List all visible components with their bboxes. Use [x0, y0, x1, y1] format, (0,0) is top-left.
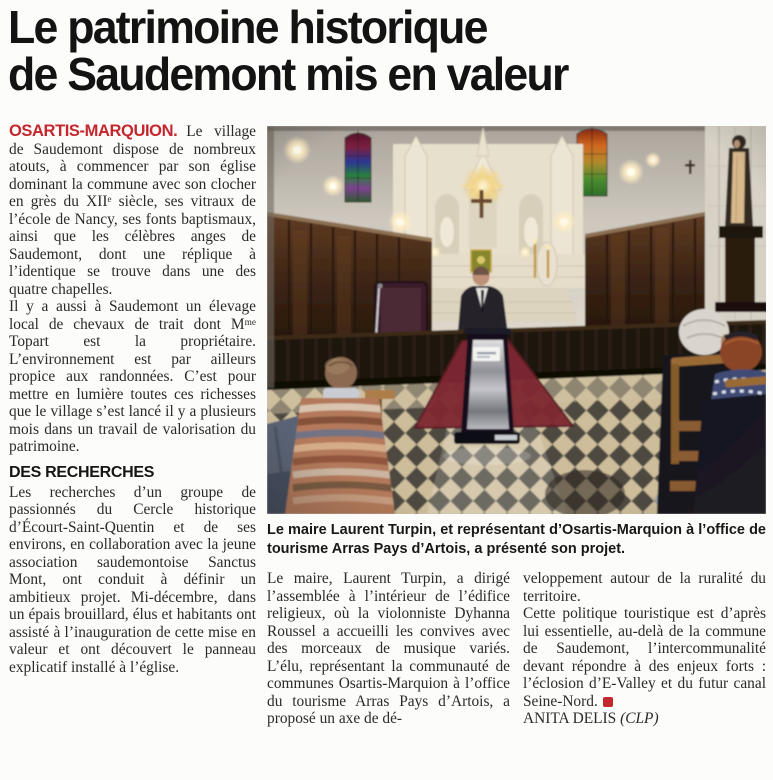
church-photo [267, 126, 766, 514]
headline-line1: Le patrimoine historique [8, 1, 487, 53]
article-column-right [523, 570, 766, 728]
byline-author: ANITA DELIS [523, 710, 617, 727]
intro-text: Le village de Saudemont dispose de nombreux atouts, à commencer par son église dominant la commune avec son clocher en grès du XIIᵉ siècle, ses vitraux de l’école de Nancy, ses fonts baptismaux, ainsi que les célèbres anges de Saudemont, dont une réplique à l’identique se trouve dans une des quatre chapelles. [9, 123, 256, 298]
photo-caption: Le maire Laurent Turpin, et représentant d’Osartis-Marquion à l’office de tourisme Arras Pays d’Artois, a présenté son projet. [267, 522, 766, 557]
article-column-left [9, 123, 256, 676]
paragraph: veloppement autour de la ruralité du territoire. [523, 570, 766, 605]
paragraph: Le maire, Laurent Turpin, a dirigé l’assemblée à l’intérieur de l’édifice religieux, où la violonniste Dyhanna Roussel a accueilli les convives avec des morceaux de musique variés. L’élu, représentant la communauté de communes Osartis-Marquion à l’office du tourisme Arras Pays d’Artois, a proposé un axe de dé- [267, 570, 510, 727]
photo-figure [267, 126, 766, 559]
section-subhead: DES RECHERCHES [9, 463, 155, 481]
bottom-columns [267, 570, 767, 728]
paragraph: Les recherches d’un groupe de passionnés du Cercle historique d’Écourt-Saint-Quentin et de ses environs, en collaboration avec la jeune association saudemontoise Sanctus Mont, ont conduit à définir un ambitieux projet. Mi-décembre, dans un épais brouillard, élus et habitants ont assisté à l’inauguration de cette mise en valeur et ont découvert le panneau explicatif installé à l’église. [9, 483, 256, 676]
location-lead-in: OSARTIS-MARQUION. [9, 122, 178, 140]
intro-paragraph [9, 123, 256, 298]
end-of-article-marker [603, 697, 613, 707]
byline [523, 710, 766, 728]
paragraph: Il y a aussi à Saudemont un élevage local de chevaux de trait dont Mᵐᵉ Topart est la propriétaire. L’environnement est par ailleurs propice aux randonnées. C’est pour mettre en lumière toutes ces richesses que le village s’est lancé il y a plusieurs mois dans un travail de valorisation du patrimoine. [9, 298, 256, 455]
byline-credit: (CLP) [620, 710, 659, 727]
headline [8, 1, 568, 100]
closing-text: Cette politique touristique est d’après lui essentielle, au-delà de la commune de Saudemont, l’intercommunalité devant répondre à des enjeux forts : l’éclosion d’E-Valley et du futur canal Seine-Nord. [523, 605, 766, 710]
headline-line2: de Saudemont mis en valeur [8, 48, 568, 100]
article-column-middle [267, 570, 510, 728]
closing-paragraph [523, 605, 766, 710]
